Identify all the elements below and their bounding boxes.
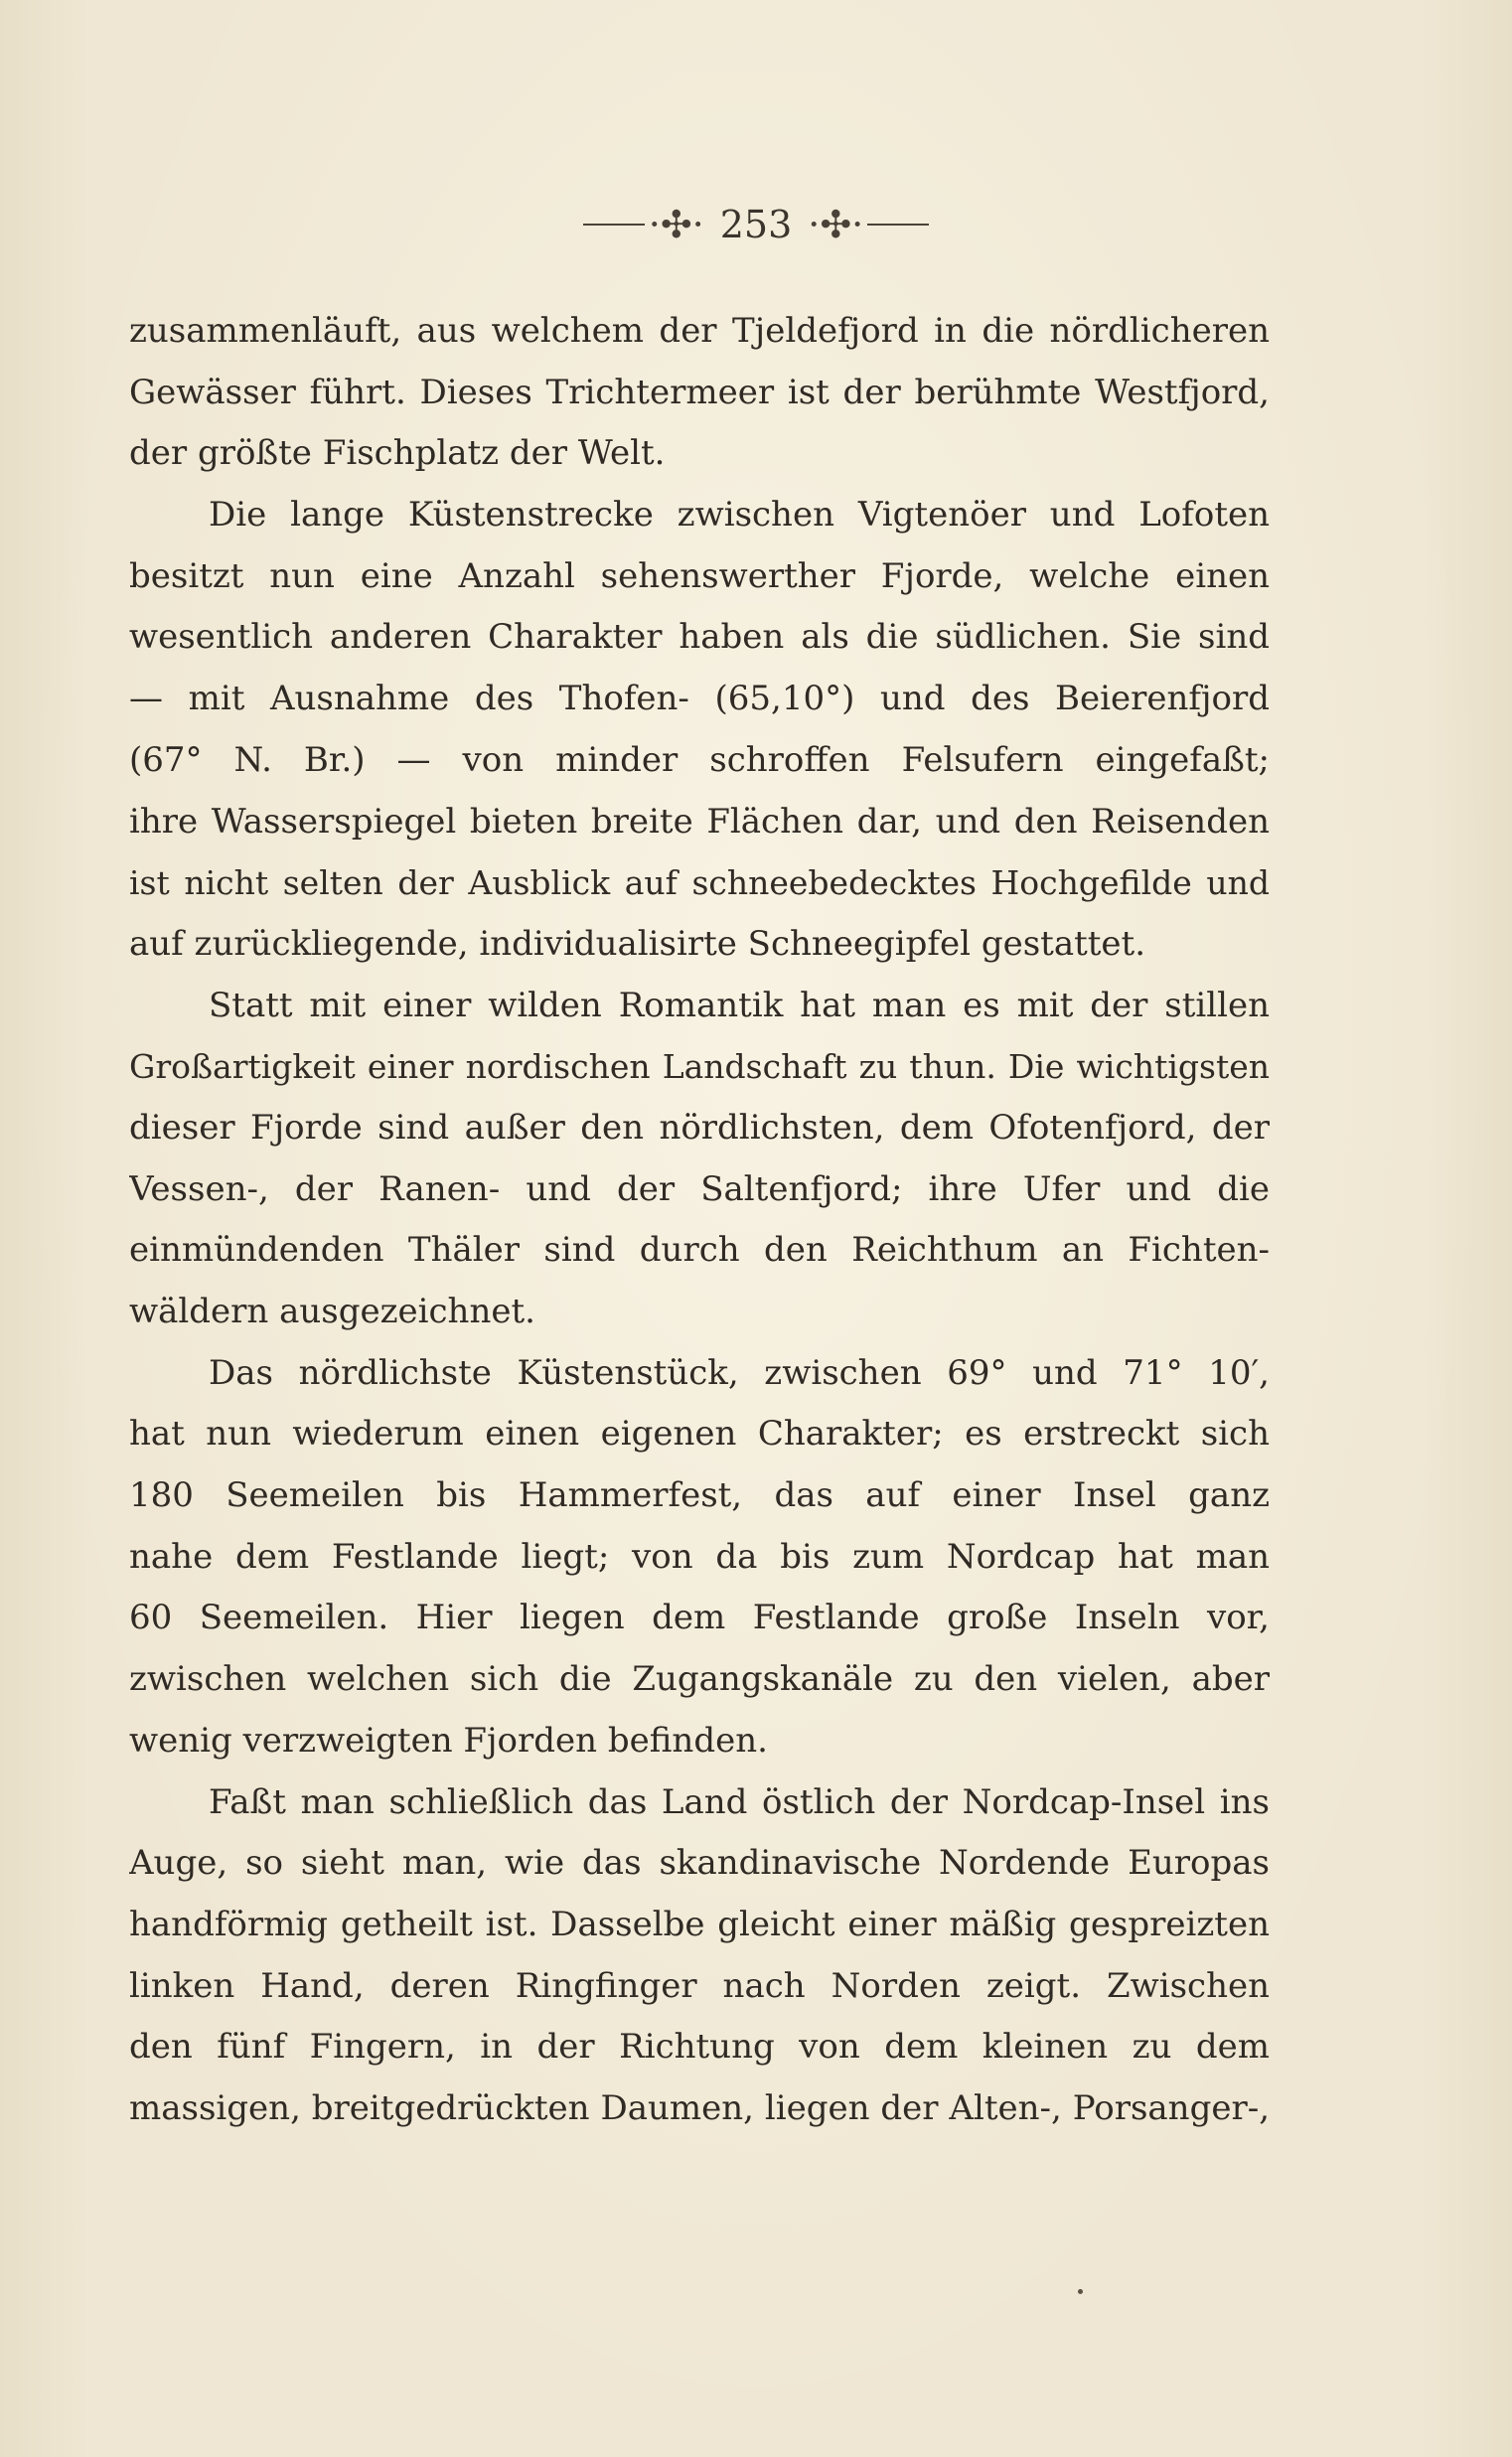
text-line: Die lange Küstenstrecke zwischen Vigtenöer und Lofoten (209, 495, 1270, 536)
page-number: 253 (719, 202, 793, 246)
header-rule-right (867, 224, 929, 226)
text-line: (67° N. Br.) — von minder schroffen Felsufern eingefaßt; (129, 739, 1270, 780)
print-speck (1078, 2289, 1083, 2294)
text-line: wenig verzweigten Fjorden befinden. (129, 1720, 768, 1761)
text-line: Auge, so sieht man, wie das skandinavische Nordende Europas (129, 1843, 1270, 1884)
text-line: linken Hand, deren Ringfinger nach Norden zeigt. Zwischen (129, 1965, 1270, 2006)
text-line: einmündenden Thäler sind durch den Reichthum an Fichten- (129, 1230, 1270, 1271)
left-ornament-icon: ·✣· (648, 202, 704, 246)
text-line: ist nicht selten der Ausblick auf schneebedecktes Hochgefilde und (129, 863, 1270, 903)
text-line: Statt mit einer wilden Romantik hat man es mit der stillen (209, 985, 1270, 1025)
text-line: wäldern ausgezeichnet. (129, 1292, 535, 1331)
text-line: den fünf Fingern, in der Richtung von dem kleinen zu dem (129, 2027, 1270, 2068)
text-line: dieser Fjorde sind außer den nördlichsten, dem Ofotenfjord, der (129, 1107, 1270, 1148)
text-line: Vessen-, der Ranen- und der Saltenfjord; ihre Ufer und die (129, 1168, 1270, 1209)
page-header (0, 197, 1512, 248)
right-ornament-icon: ·✣· (808, 202, 864, 246)
text-line: der größte Fischplatz der Welt. (129, 433, 666, 474)
text-line: zwischen welchen sich die Zugangskanäle zu den vielen, aber (129, 1659, 1270, 1700)
text-line: wesentlich anderen Charakter haben als die südlichen. Sie sind (129, 617, 1270, 658)
text-line: ihre Wasserspiegel bieten breite Flächen dar, und den Reisenden (129, 801, 1270, 842)
text-line: — mit Ausnahme des Thofen- (65,10°) und des Beierenfjord (129, 679, 1270, 719)
text-line: zusammenläuft, aus welchem der Tjeldefjord in die nördlicheren (129, 311, 1270, 351)
text-line: auf zurückliegende, individualisirte Schneegipfel gestattet. (129, 923, 1146, 964)
text-line: nahe dem Festlande liegt; von da bis zum Nordcap hat man (129, 1536, 1270, 1577)
text-line: besitzt nun eine Anzahl sehenswerther Fjorde, welche einen (129, 555, 1270, 596)
text-line: hat nun wiederum einen eigenen Charakter; es erstreckt sich (129, 1414, 1270, 1455)
text-line: 180 Seemeilen bis Hammerfest, das auf einer Insel ganz (129, 1475, 1270, 1516)
text-line: handförmig getheilt ist. Dasselbe gleicht einer mäßig gespreizten (129, 1904, 1270, 1944)
text-line: Großartigkeit einer nordischen Landschaft zu thun. Die wichtigsten (129, 1047, 1270, 1087)
text-line: 60 Seemeilen. Hier liegen dem Festlande große Inseln vor, (129, 1598, 1270, 1638)
text-line: Faßt man schließlich das Land östlich der Nordcap-Insel ins (209, 1781, 1270, 1822)
text-line: massigen, breitgedrückten Daumen, liegen der Alten-, Porsanger-, (129, 2087, 1270, 2128)
header-rule-left (583, 224, 645, 226)
text-line: Das nördlichste Küstenstück, zwischen 69° und 71° 10′, (209, 1352, 1270, 1393)
body-text (129, 301, 1270, 2140)
text-line: Gewässer führt. Dieses Trichtermeer ist der berühmte Westfjord, (129, 372, 1270, 412)
